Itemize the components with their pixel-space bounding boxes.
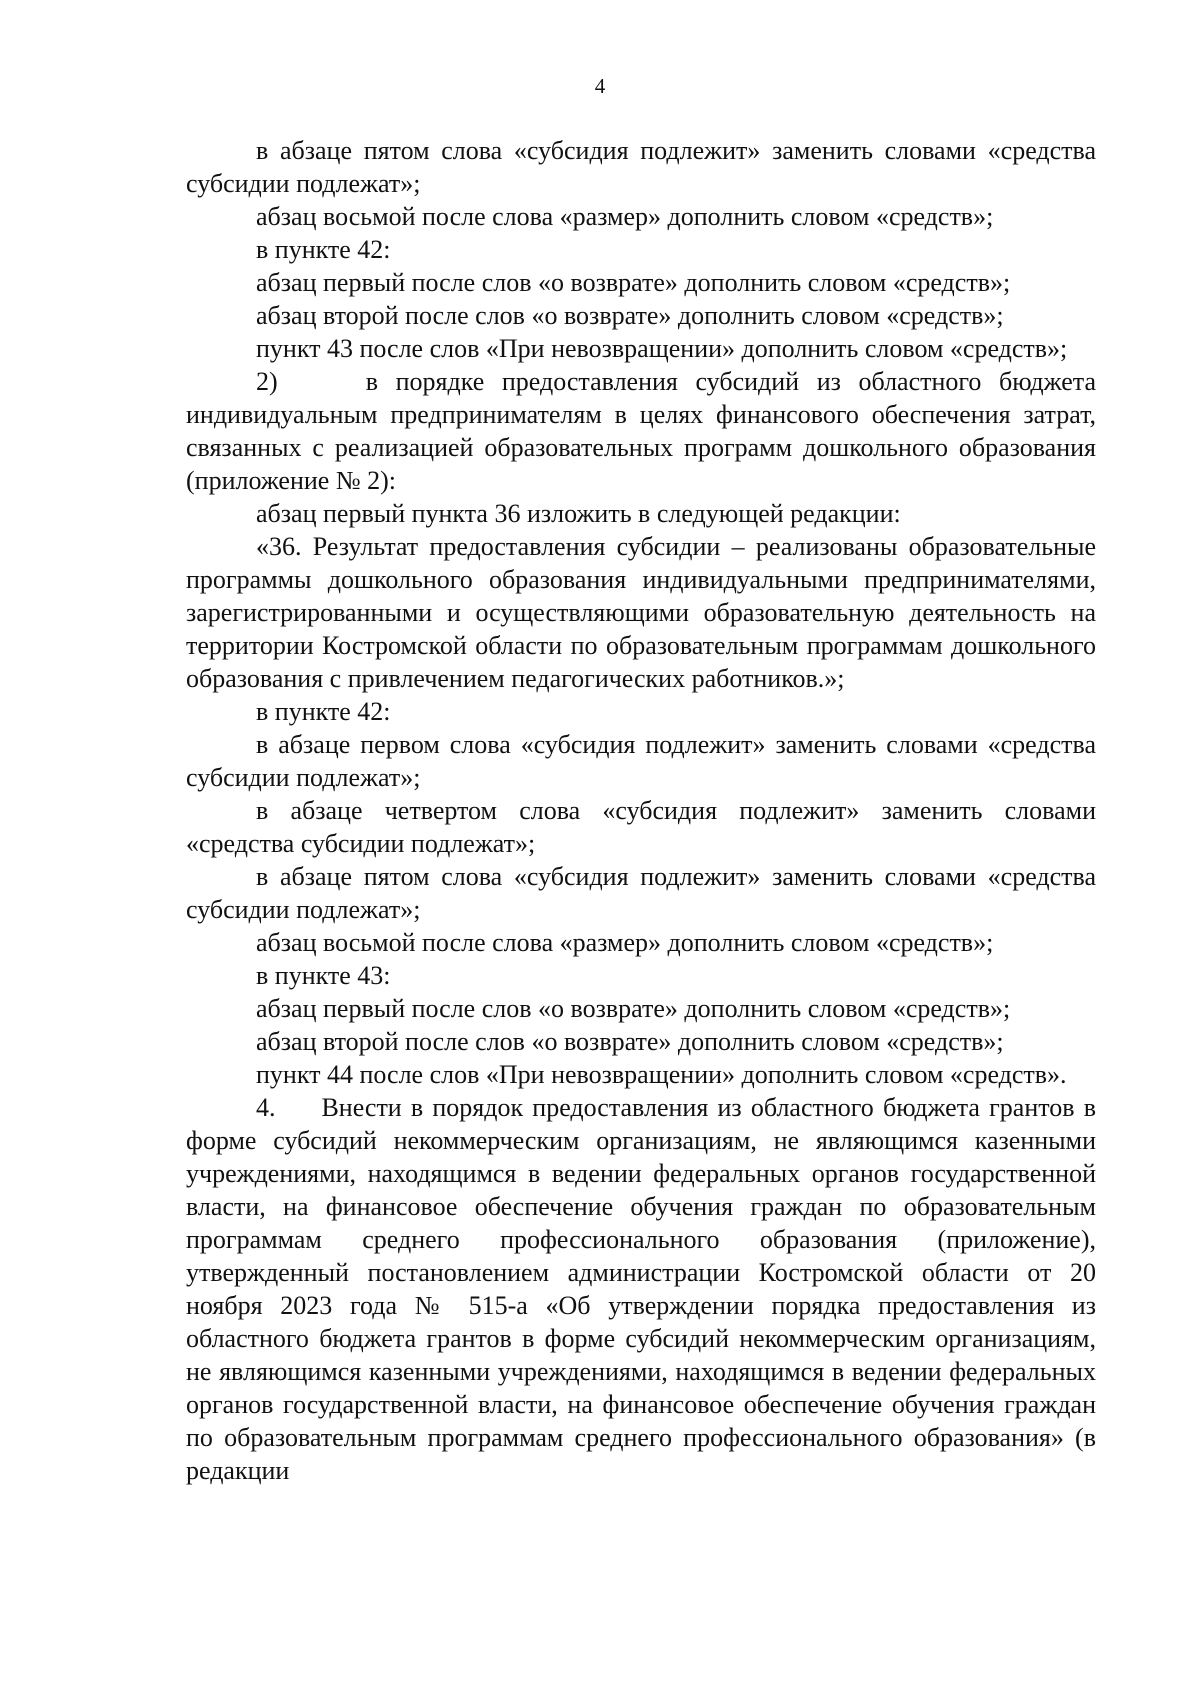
paragraph-9: «36. Результат предоставления субсидии – реализованы образовательные программы дошкольного образования индивидуальными предпринимателями, зарегистрированными и осуществляющими образовательную деятельность на территории Костромской области по образовательным программам дошкольного образования с привлечением педагогических работников.»;: [186, 532, 1096, 693]
paragraph-7: 2) в порядке предоставления субсидий из областного бюджета индивидуальным предпринимателям в целях финансового обеспечения затрат, связанных с реализацией образовательных программ дошкольного образования (приложение № 2):: [186, 367, 1096, 495]
paragraph-11: в абзаце первом слова «субсидия подлежит» заменить словами «средства субсидии подлежат»;: [186, 730, 1096, 792]
paragraph-8: абзац первый пункта 36 изложить в следующей редакции:: [256, 499, 901, 528]
paragraph-2: абзац восьмой после слова «размер» дополнить словом «средств»;: [256, 202, 994, 231]
document-body: [186, 134, 1096, 1487]
paragraph-1: в абзаце пятом слова «субсидия подлежит» заменить словами «средства субсидии подлежат»;: [186, 136, 1096, 198]
paragraph-16: абзац первый после слов «о возврате» дополнить словом «средств»;: [256, 994, 1011, 1023]
paragraph-10: в пункте 42:: [256, 697, 391, 726]
paragraph-5: абзац второй после слов «о возврате» дополнить словом «средств»;: [256, 301, 1004, 330]
paragraph-17: абзац второй после слов «о возврате» дополнить словом «средств»;: [256, 1027, 1004, 1056]
paragraph-15: в пункте 43:: [256, 961, 391, 990]
paragraph-19: 4. Внести в порядок предоставления из областного бюджета грантов в форме субсидий некоммерческим организациям, не являющимся казенными учреждениями, находящимся в ведении федеральных органов государственной власти, на финансовое обеспечение обучения граждан по образовательным программам среднего профессионального образования (приложение), утвержденный постановлением администрации Костромской области от 20 ноября 2023 года № 515-а «Об утверждении порядка предоставления из областного бюджета грантов в форме субсидий некоммерческим организациям, не являющимся казенными учреждениями, находящимся в ведении федеральных органов государственной власти, на финансовое обеспечение обучения граждан по образовательным программам среднего профессионального образования» (в редакции: [186, 1093, 1096, 1485]
paragraph-3: в пункте 42:: [256, 235, 391, 264]
paragraph-14: абзац восьмой после слова «размер» дополнить словом «средств»;: [256, 928, 994, 957]
paragraph-6: пункт 43 после слов «При невозвращении» дополнить словом «средств»;: [256, 334, 1068, 363]
page-number: 4: [594, 74, 606, 98]
paragraph-18: пункт 44 после слов «При невозвращении» дополнить словом «средств».: [256, 1060, 1067, 1089]
paragraph-4: абзац первый после слов «о возврате» дополнить словом «средств»;: [256, 268, 1011, 297]
paragraph-13: в абзаце пятом слова «субсидия подлежит» заменить словами «средства субсидии подлежат»;: [186, 862, 1096, 924]
paragraph-12: в абзаце четвертом слова «субсидия подлежит» заменить словами «средства субсидии подлежат»;: [186, 796, 1096, 858]
